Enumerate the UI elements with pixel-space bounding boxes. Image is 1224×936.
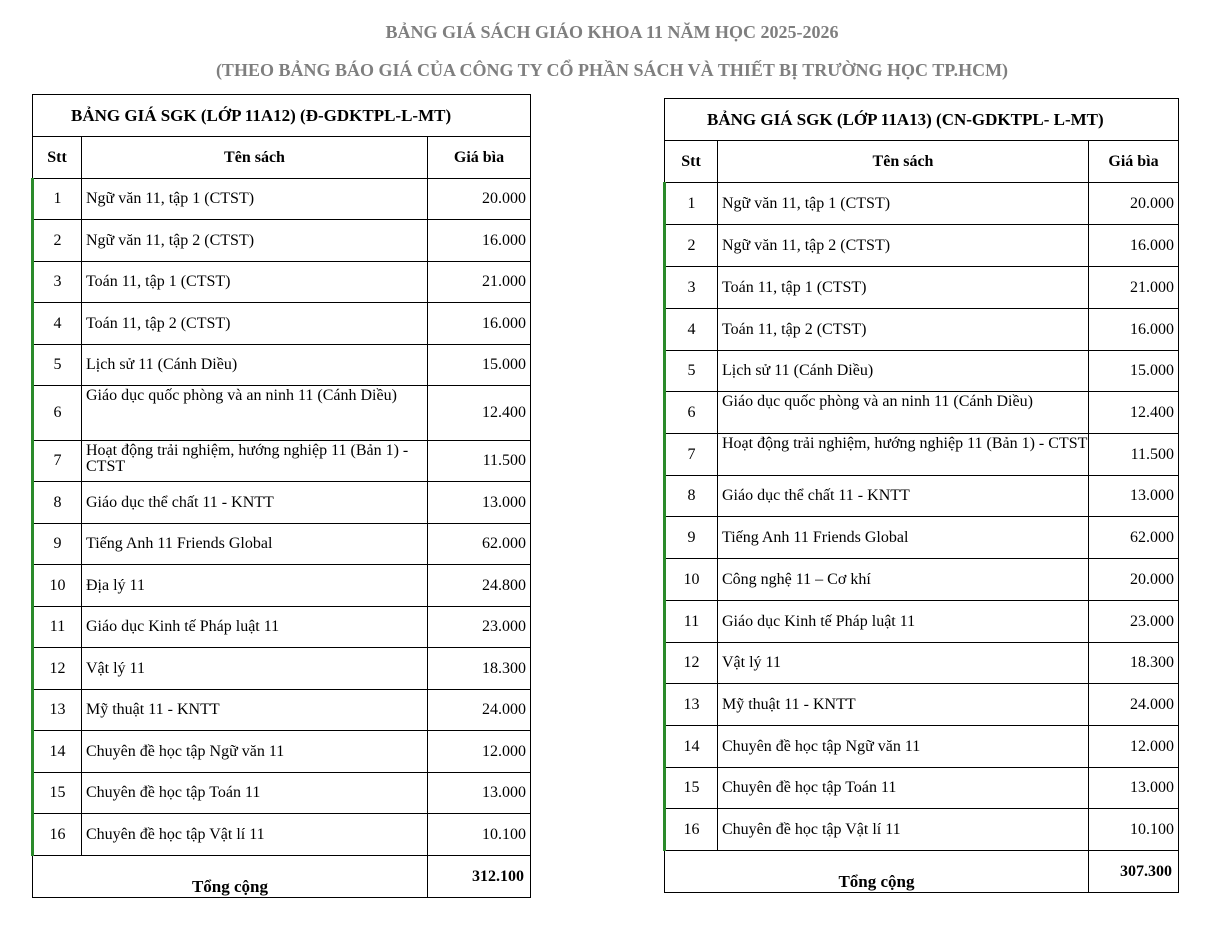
- table-row: [33, 386, 531, 441]
- row-book-name: Giáo dục quốc phòng và an ninh 11 (Cánh Diều): [82, 386, 428, 441]
- row-stt: 7: [665, 434, 718, 476]
- row-price: 11.500: [428, 441, 531, 482]
- row-price: 15.000: [1089, 351, 1179, 392]
- row-book-name: Giáo dục thể chất 11 - KNTT: [82, 482, 428, 524]
- row-price: 21.000: [1089, 267, 1179, 309]
- row-stt: 8: [665, 476, 718, 517]
- page-subtitle: (THEO BẢNG BÁO GIÁ CỦA CÔNG TY CỔ PHẦN SÁCH VÀ THIẾT BỊ TRƯỜNG HỌC TP.HCM): [215, 60, 1009, 80]
- table-row: [665, 726, 1179, 768]
- row-stt: 14: [33, 731, 82, 773]
- table-row: [33, 648, 531, 690]
- row-book-name: Địa lý 11: [82, 565, 428, 607]
- row-stt: 3: [665, 267, 718, 309]
- table-row: [665, 559, 1179, 601]
- row-book-name: Ngữ văn 11, tập 2 (CTST): [718, 225, 1089, 267]
- row-book-name: Chuyên đề học tập Ngữ văn 11: [82, 731, 428, 773]
- row-price: 18.300: [428, 648, 531, 690]
- row-book-name: Giáo dục Kinh tế Pháp luật 11: [718, 601, 1089, 643]
- row-book-name: Vật lý 11: [718, 643, 1089, 684]
- row-price: 23.000: [428, 607, 531, 648]
- row-book-name: Chuyên đề học tập Vật lí 11: [718, 809, 1089, 851]
- row-book-name: Vật lý 11: [82, 648, 428, 690]
- table-row: [665, 309, 1179, 351]
- table-row: [33, 345, 531, 386]
- row-book-name: Giáo dục quốc phòng và an ninh 11 (Cánh Diều): [718, 392, 1089, 434]
- table-row: [33, 441, 531, 482]
- row-price: 23.000: [1089, 601, 1179, 643]
- table-row: [665, 267, 1179, 309]
- total-value: 312.100: [428, 856, 531, 898]
- table-row: [665, 768, 1179, 809]
- row-book-name: Toán 11, tập 1 (CTST): [82, 262, 428, 303]
- table-row: [33, 731, 531, 773]
- total-row: [665, 851, 1179, 893]
- table-row: [665, 434, 1179, 476]
- total-row: [33, 856, 531, 898]
- row-price: 11.500: [1089, 434, 1179, 476]
- column-header-price: Giá bìa: [1089, 141, 1179, 183]
- row-book-name: Lịch sử 11 (Cánh Diều): [718, 351, 1089, 392]
- row-stt: 14: [665, 726, 718, 768]
- row-book-name: Lịch sử 11 (Cánh Diều): [82, 345, 428, 386]
- table-row: [33, 773, 531, 814]
- row-price: 24.800: [428, 565, 531, 607]
- column-header-name: Tên sách: [82, 137, 428, 179]
- table-row: [665, 392, 1179, 434]
- row-book-name: Công nghệ 11 – Cơ khí: [718, 559, 1089, 601]
- row-price: 10.100: [428, 814, 531, 856]
- row-price: 24.000: [428, 690, 531, 731]
- row-price: 16.000: [428, 220, 531, 262]
- table-row: [33, 524, 531, 565]
- row-stt: 1: [33, 179, 82, 220]
- row-stt: 16: [665, 809, 718, 851]
- row-price: 16.000: [1089, 225, 1179, 267]
- row-book-name: Chuyên đề học tập Toán 11: [82, 773, 428, 814]
- column-header-stt: Stt: [33, 137, 82, 179]
- table-row: [665, 809, 1179, 851]
- row-stt: 9: [665, 517, 718, 559]
- row-stt: 10: [33, 565, 82, 607]
- row-price: 13.000: [428, 773, 531, 814]
- row-price: 16.000: [428, 303, 531, 345]
- row-book-name: Toán 11, tập 1 (CTST): [718, 267, 1089, 309]
- table-title: BẢNG GIÁ SGK (LỚP 11A13) (CN-GDKTPL- L-MT): [665, 99, 1179, 141]
- row-price: 24.000: [1089, 684, 1179, 726]
- row-price: 13.000: [1089, 768, 1179, 809]
- row-stt: 7: [33, 441, 82, 482]
- row-stt: 3: [33, 262, 82, 303]
- row-price: 13.000: [1089, 476, 1179, 517]
- row-stt: 15: [665, 768, 718, 809]
- row-stt: 13: [665, 684, 718, 726]
- row-book-name: Chuyên đề học tập Toán 11: [718, 768, 1089, 809]
- column-header-name: Tên sách: [718, 141, 1089, 183]
- row-book-name: Ngữ văn 11, tập 1 (CTST): [718, 183, 1089, 225]
- table-row: [33, 262, 531, 303]
- row-book-name: Mỹ thuật 11 - KNTT: [718, 684, 1089, 726]
- total-label: Tổng cộng: [665, 851, 1089, 893]
- row-stt: 2: [665, 225, 718, 267]
- row-stt: 11: [665, 601, 718, 643]
- row-stt: 13: [33, 690, 82, 731]
- row-stt: 2: [33, 220, 82, 262]
- row-price: 18.300: [1089, 643, 1179, 684]
- row-book-name: Chuyên đề học tập Vật lí 11: [82, 814, 428, 856]
- row-book-name: Tiếng Anh 11 Friends Global: [718, 517, 1089, 559]
- table-row: [665, 643, 1179, 684]
- row-price: 13.000: [428, 482, 531, 524]
- row-book-name: Giáo dục Kinh tế Pháp luật 11: [82, 607, 428, 648]
- table-title: BẢNG GIÁ SGK (LỚP 11A12) (Đ-GDKTPL-L-MT): [33, 95, 531, 137]
- row-price: 12.400: [1089, 392, 1179, 434]
- row-price: 21.000: [428, 262, 531, 303]
- row-price: 20.000: [1089, 559, 1179, 601]
- total-value: 307.300: [1089, 851, 1179, 893]
- row-price: 16.000: [1089, 309, 1179, 351]
- row-book-name: Hoạt động trải nghiệm, hướng nghiệp 11 (Bản 1) - CTST: [82, 441, 428, 482]
- column-header-price: Giá bìa: [428, 137, 531, 179]
- row-stt: 11: [33, 607, 82, 648]
- table-row: [665, 517, 1179, 559]
- row-book-name: Hoạt động trải nghiệm, hướng nghiệp 11 (Bản 1) - CTST: [718, 434, 1089, 476]
- row-stt: 4: [33, 303, 82, 345]
- page-title: BẢNG GIÁ SÁCH GIÁO KHOA 11 NĂM HỌC 2025-2026: [385, 22, 839, 42]
- table-row: [665, 601, 1179, 643]
- row-stt: 8: [33, 482, 82, 524]
- row-book-name: Toán 11, tập 2 (CTST): [82, 303, 428, 345]
- row-book-name: Ngữ văn 11, tập 1 (CTST): [82, 179, 428, 220]
- row-price: 12.000: [1089, 726, 1179, 768]
- row-stt: 6: [665, 392, 718, 434]
- row-stt: 12: [33, 648, 82, 690]
- table-row: [33, 220, 531, 262]
- row-book-name: Chuyên đề học tập Ngữ văn 11: [718, 726, 1089, 768]
- row-stt: 9: [33, 524, 82, 565]
- price-table-11a13: [663, 98, 1179, 893]
- table-row: [33, 482, 531, 524]
- price-table-11a12: [31, 94, 531, 898]
- table-row: [33, 814, 531, 856]
- row-stt: 4: [665, 309, 718, 351]
- row-stt: 10: [665, 559, 718, 601]
- row-price: 15.000: [428, 345, 531, 386]
- row-price: 20.000: [1089, 183, 1179, 225]
- row-book-name: Ngữ văn 11, tập 2 (CTST): [82, 220, 428, 262]
- row-book-name: Tiếng Anh 11 Friends Global: [82, 524, 428, 565]
- row-stt: 6: [33, 386, 82, 441]
- table-row: [665, 183, 1179, 225]
- row-book-name: Mỹ thuật 11 - KNTT: [82, 690, 428, 731]
- row-price: 10.100: [1089, 809, 1179, 851]
- row-price: 62.000: [1089, 517, 1179, 559]
- column-header-stt: Stt: [665, 141, 718, 183]
- table-row: [33, 303, 531, 345]
- row-price: 20.000: [428, 179, 531, 220]
- row-stt: 16: [33, 814, 82, 856]
- row-stt: 5: [33, 345, 82, 386]
- row-stt: 5: [665, 351, 718, 392]
- table-row: [33, 179, 531, 220]
- row-stt: 1: [665, 183, 718, 225]
- row-price: 62.000: [428, 524, 531, 565]
- row-book-name: Toán 11, tập 2 (CTST): [718, 309, 1089, 351]
- table-row: [33, 690, 531, 731]
- table-row: [665, 351, 1179, 392]
- row-price: 12.000: [428, 731, 531, 773]
- table-row: [665, 476, 1179, 517]
- row-price: 12.400: [428, 386, 531, 441]
- row-stt: 12: [665, 643, 718, 684]
- table-row: [33, 607, 531, 648]
- table-row: [665, 225, 1179, 267]
- total-label: Tổng cộng: [33, 856, 428, 898]
- row-book-name: Giáo dục thể chất 11 - KNTT: [718, 476, 1089, 517]
- table-row: [33, 565, 531, 607]
- table-row: [665, 684, 1179, 726]
- row-stt: 15: [33, 773, 82, 814]
